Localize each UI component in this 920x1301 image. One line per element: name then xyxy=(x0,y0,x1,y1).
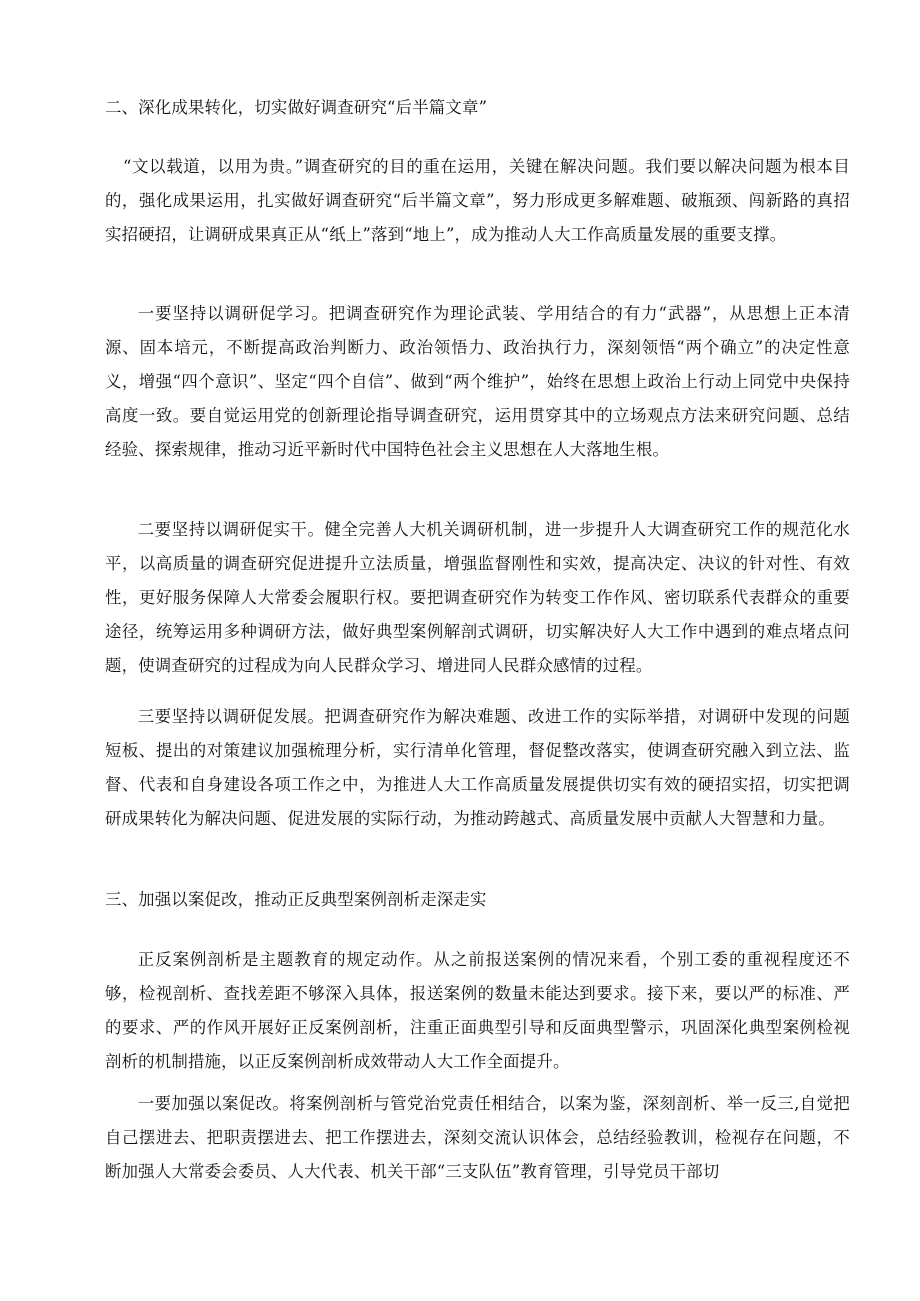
paragraph-study: 一要坚持以调研促学习。把调查研究作为理论武装、学用结合的有力“武器”，从思想上正本清源、固本培元，不断提高政治判断力、政治领悟力、政治执行力，深刻领悟“两个确立”的决定性意义，增强“四个意识”、坚定“四个自信”、做到“两个维护”，始终在思想上政治上行动上同党中央保持高度一致。要自觉运用党的创新理论指导调查研究，运用贯穿其中的立场观点方法来研究问题、总结经验、探索规律，推动习近平新时代中国特色社会主义思想在人大落地生根。 xyxy=(105,304,850,459)
paragraph-intro: “文以载道，以用为贵。”调查研究的目的重在运用，关键在解决问题。我们要以解决问题为根本目的，强化成果运用，扎实做好调查研究“后半篇文章”，努力形成更多解难题、破瓶颈、闯新路的真招实招硬招，让调研成果真正从“纸上”落到“地上”，成为推动人大工作高质量发展的重要支撑。 xyxy=(105,157,850,244)
paragraph-case-analysis: 正反案例剖析是主题教育的规定动作。从之前报送案例的情况来看，个别工委的重视程度还不够，检视剖析、查找差距不够深入具体，报送案例的数量未能达到要求。接下来，要以严的标准、严的要求、严的作风开展好正反案例剖析，注重正面典型引导和反面典型警示，巩固深化典型案例检视剖析的机制措施，以正反案例剖析成效带动人大工作全面提升。 xyxy=(105,950,850,1071)
section-heading-3: 三、加强以案促改，推动正反典型案例剖析走深走实 xyxy=(105,890,487,909)
paragraph-case-reform: 一要加强以案促改。将案例剖析与管党治党责任相结合，以案为鉴，深刻剖析、举一反三,自觉把自己摆进去、把职责摆进去、把工作摆进去，深刻交流认识体会，总结经验教训，检视存在问题，不断加强人大常委会委员、人大代表、机关干部“三支队伍”教育管理，引导党员干部切 xyxy=(105,1094,850,1181)
section-heading-2: 二、深化成果转化，切实做好调查研究“后半篇文章” xyxy=(105,98,488,117)
paragraph-development: 三要坚持以调研促发展。把调查研究作为解决难题、改进工作的实际举措，对调研中发现的问题短板、提出的对策建议加强梳理分析，实行清单化管理，督促整改落实，使调查研究融入到立法、监督、代表和自身建设各项工作之中，为推进人大工作高质量发展提供切实有效的硬招实招，切实把调研成果转化为解决问题、促进发展的实际行动，为推动跨越式、高质量发展中贡献人大智慧和力量。 xyxy=(105,707,850,828)
paragraph-practice: 二要坚持以调研促实干。健全完善人大机关调研机制，进一步提升人大调查研究工作的规范化水平，以高质量的调查研究促进提升立法质量，增强监督刚性和实效，提高决定、决议的针对性、有效性，更好服务保障人大常委会履职行权。要把调查研究作为转变工作作风、密切联系代表群众的重要途径，统筹运用多种调研方法，做好典型案例解剖式调研，切实解决好人大工作中遇到的难点堵点问题，使调查研究的过程成为向人民群众学习、增进同人民群众感情的过程。 xyxy=(105,520,850,675)
